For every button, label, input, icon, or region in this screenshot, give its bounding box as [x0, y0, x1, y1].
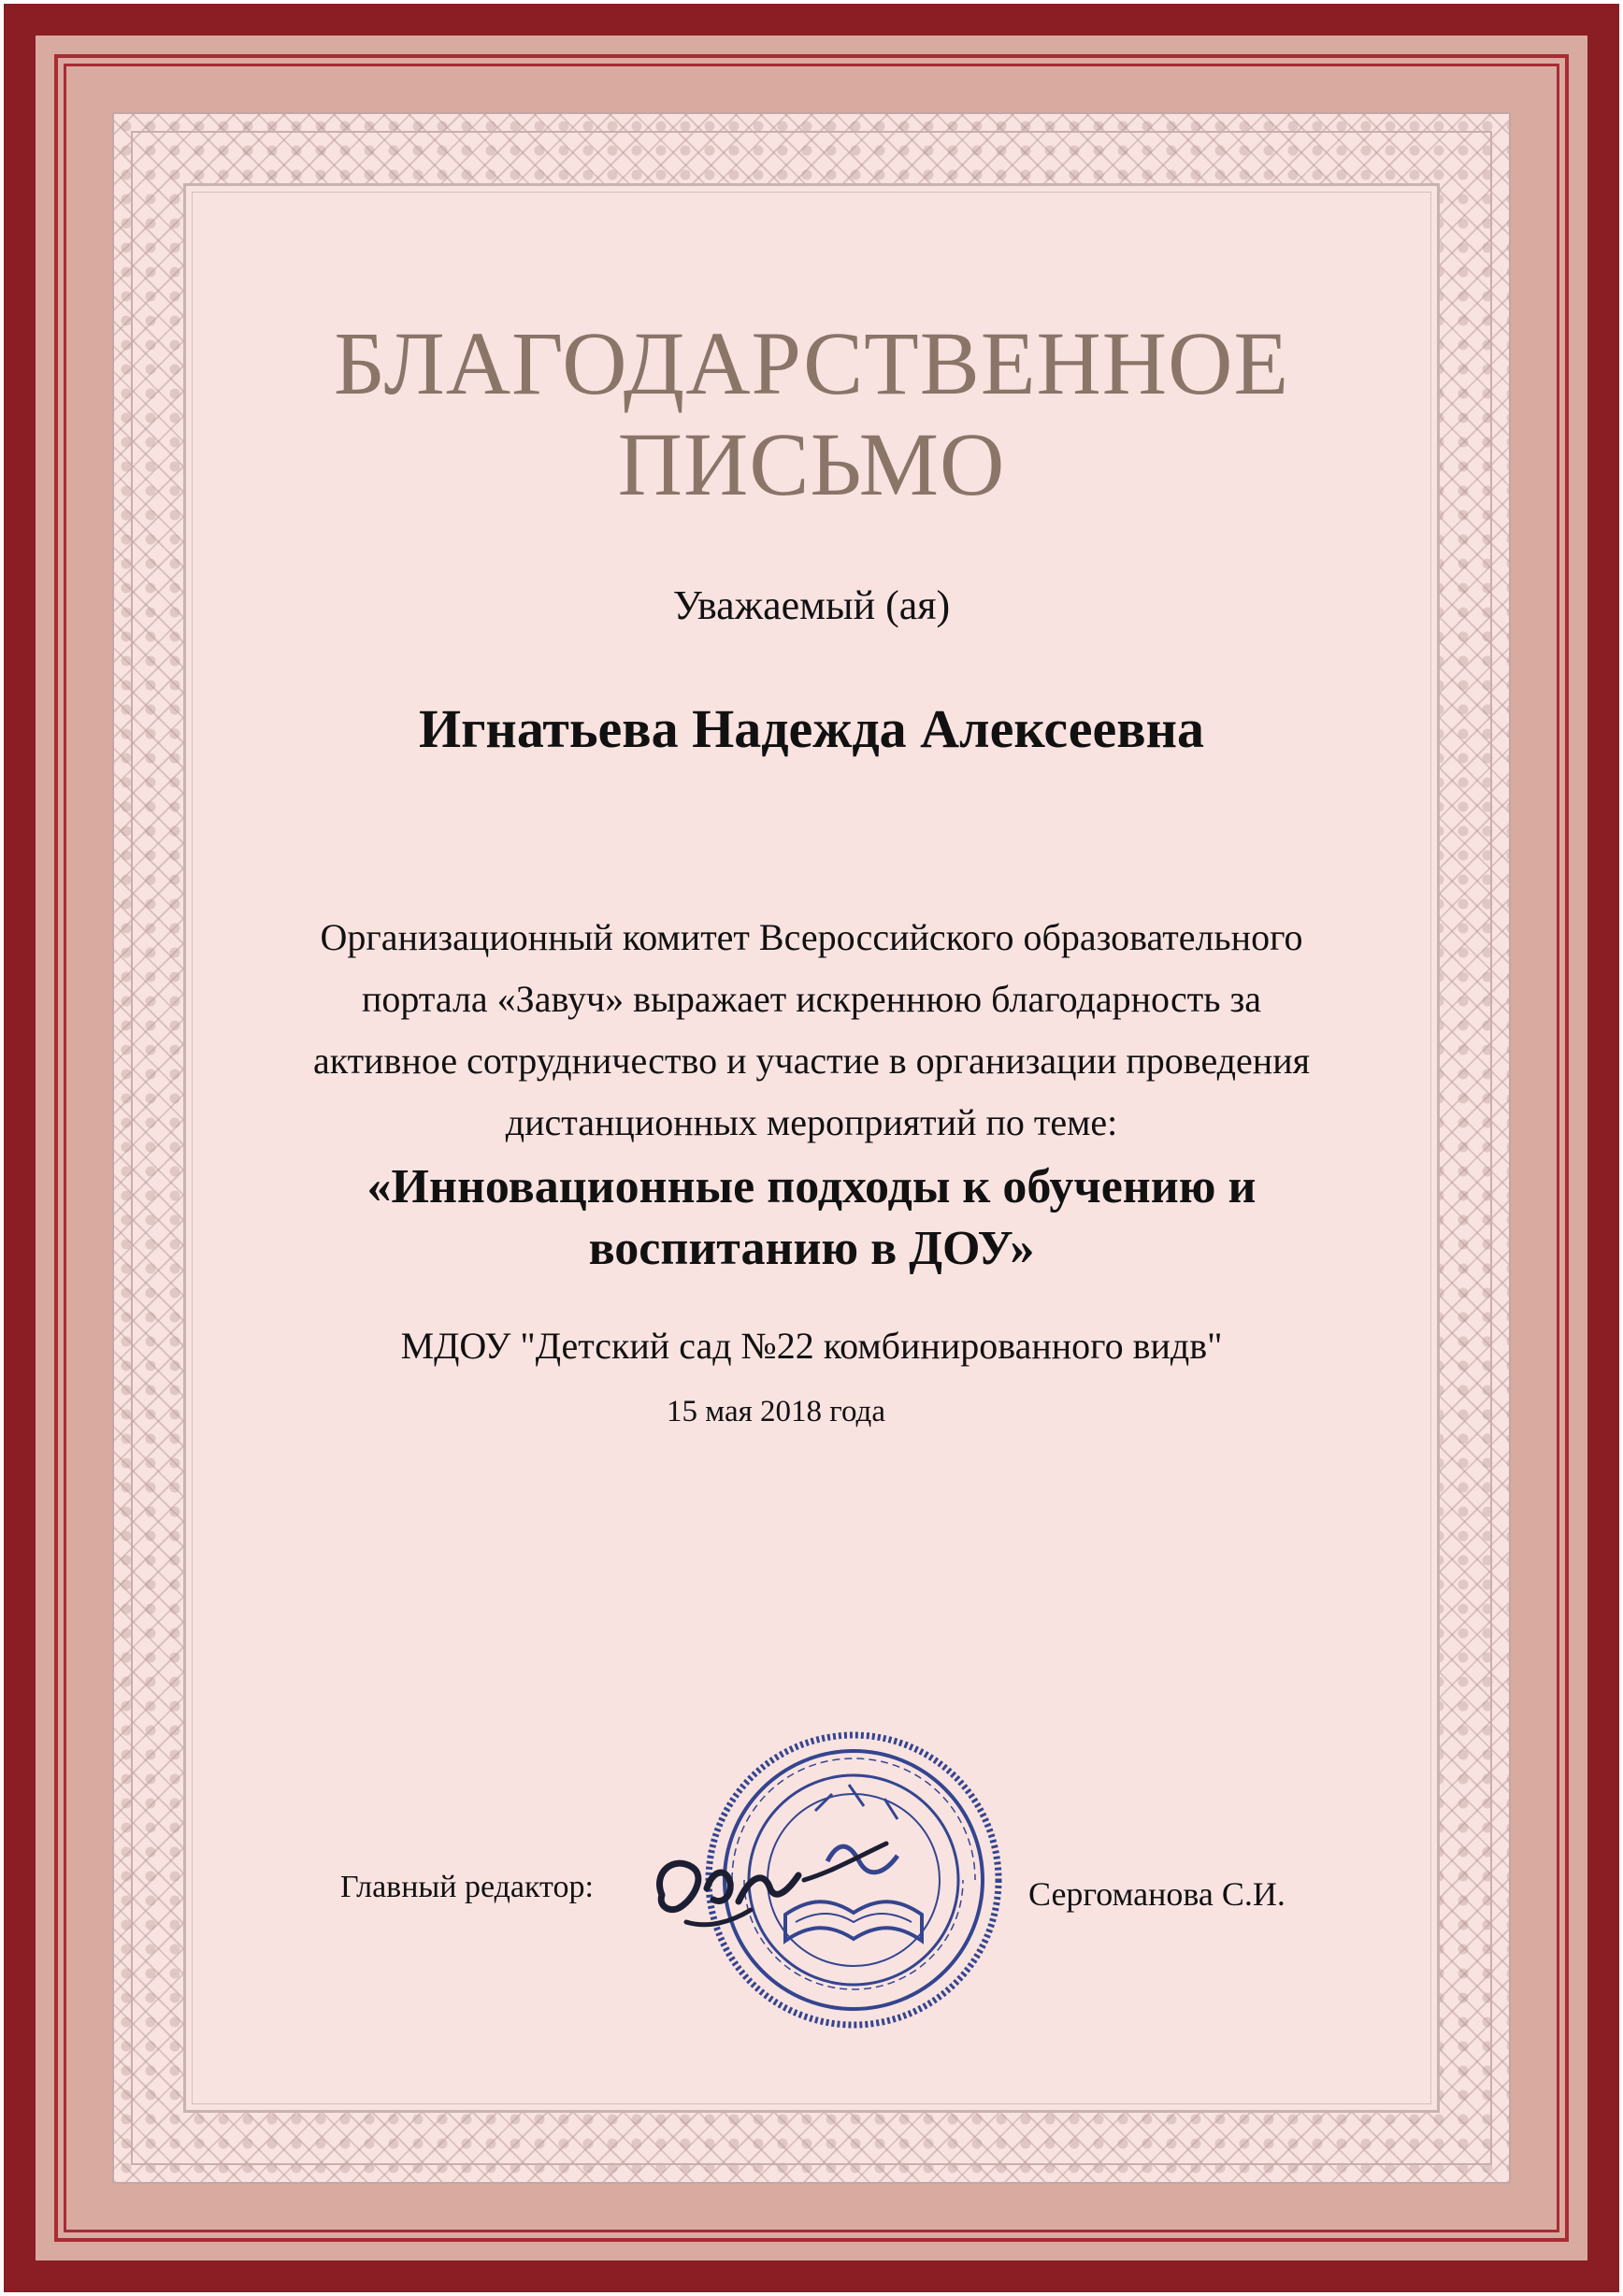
body-line-3: активное сотрудничество и участие в организации проведения [312, 1040, 1310, 1082]
editor-name: Сергоманова С.И. [1028, 1875, 1285, 1913]
body-paragraph [267, 907, 1356, 1154]
certificate-date: 15 мая 2018 года [667, 1395, 885, 1428]
title-line-2: ПИСЬМО [617, 414, 1006, 514]
topic-line-1: «Инновационные подходы к обучению и [366, 1160, 1257, 1213]
title-line-1: БЛАГОДАРСТВЕННОЕ [333, 313, 1290, 413]
body-line-1: Организационный комитет Всероссийского образовательного [320, 916, 1303, 958]
greeting: Уважаемый (ая) [672, 582, 951, 628]
organization: МДОУ "Детский сад №22 комбинированного видв" [400, 1325, 1223, 1367]
body-line-2: портала «Завуч» выражает искреннюю благодарность за [361, 978, 1262, 1020]
certificate-title [183, 313, 1440, 515]
topic-line-2: воспитанию в ДОУ» [588, 1222, 1035, 1275]
editor-label: Главный редактор: [340, 1870, 594, 1904]
body-line-4: дистанционных мероприятий по теме: [505, 1101, 1118, 1143]
event-topic [183, 1156, 1440, 1280]
signature-icon [636, 1818, 944, 1940]
recipient-name: Игнатьева Надежда Алексеевна [418, 698, 1204, 759]
